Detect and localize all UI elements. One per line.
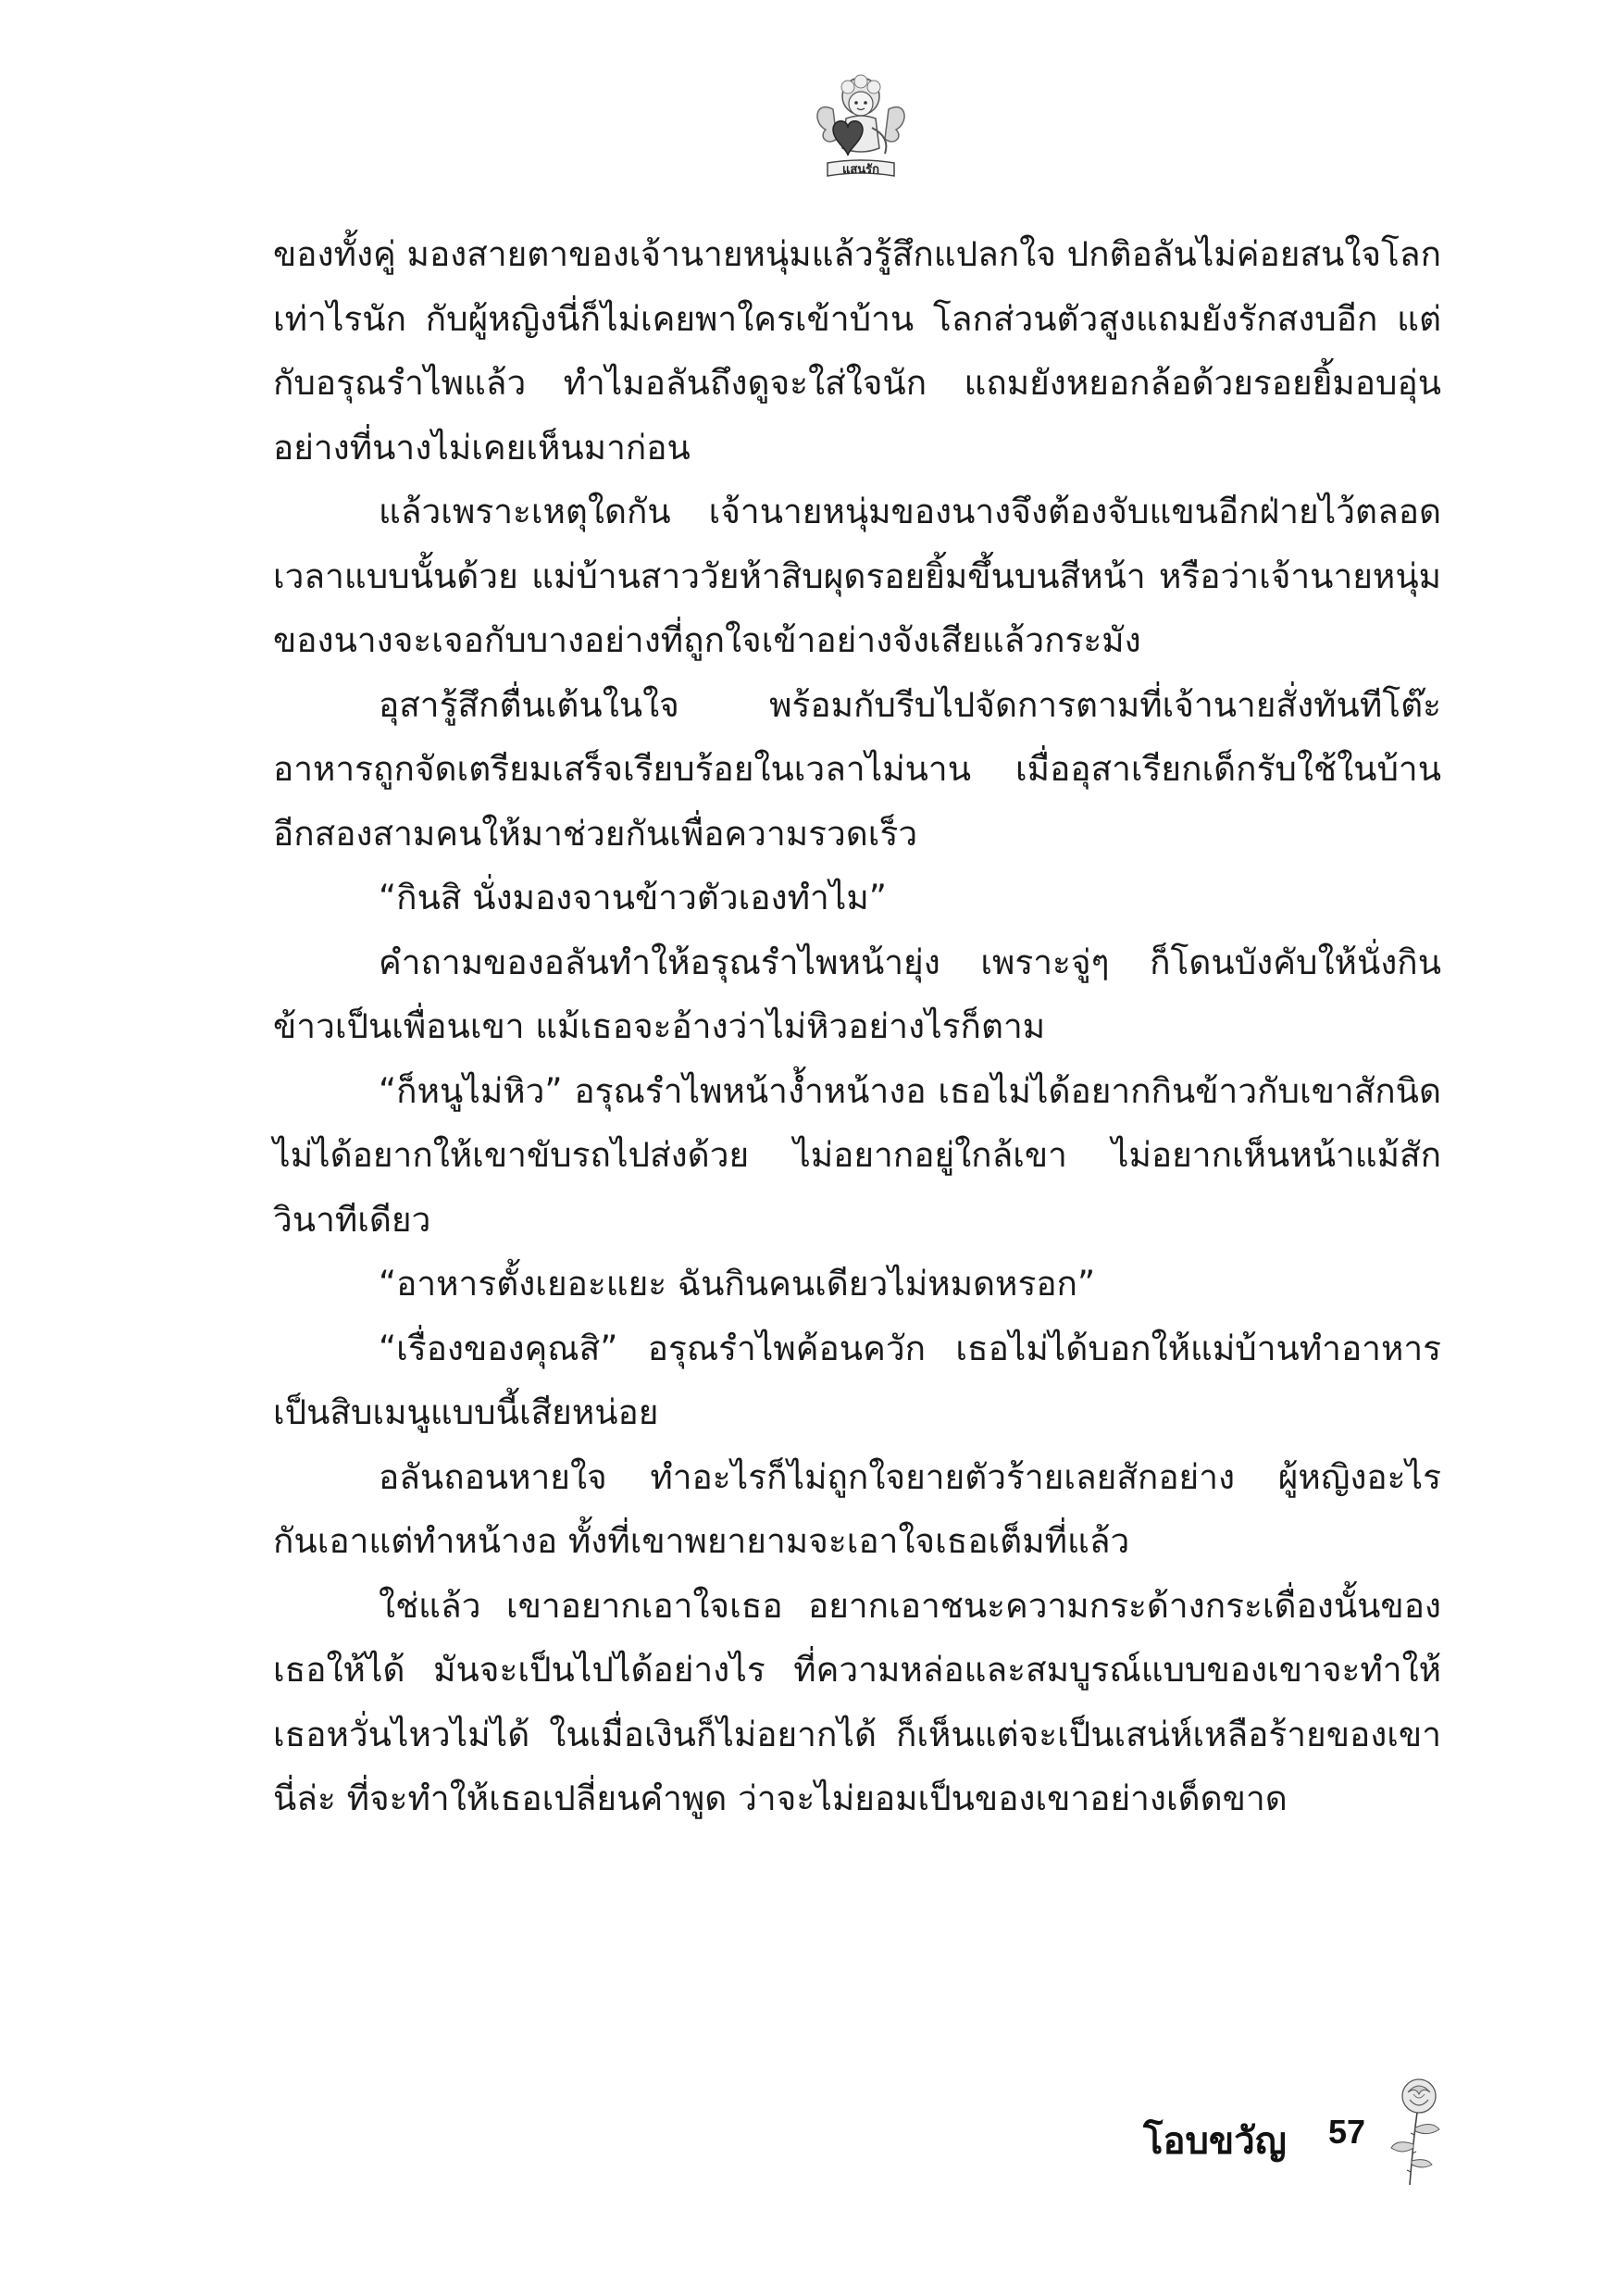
header-logo [805,72,916,181]
running-title: โอบขวัญ [1143,2120,1287,2163]
logo-text: แสนรัก [841,163,880,177]
dialogue-paragraph: “อาหารตั้งเยอะแยะ ฉันกินคนเดียวไม่หมดหรอก” [379,1264,1096,1304]
page-number: 57 [1328,2113,1366,2151]
page-footer [1143,2074,1458,2194]
paragraph: คำถามของอลันทำให้อรุณรำไพหน้ายุ่ง เพราะจู่ๆ ก็โดนบังคับให้นั่งกินข้าวเป็นเพื่อนเขา แม้เธอจะอ้างว่าไม่หิวอย่างไรก็ตาม [273,942,1441,1046]
paragraph: ใช่แล้ว เขาอยากเอาใจเธอ อยากเอาชนะความกระด้างกระเดื่องนั้นของเธอให้ได้ มันจะเป็นไปได้อย่างไร ที่ความหล่อและสมบูรณ์แบบของเขาจะทำให้เธอหวั่นไหวไม่ได้ ในเมื่อเงินก็ไม่อยากได้ ก็เห็นแต่จะเป็นเสน่ห์เหลือร้ายของเขานี่ล่ะ ที่จะทำให้เธอเปลี่ยนคำพูด ว่าจะไม่ยอมเป็นของเขาอย่างเด็ดขาด [273,1585,1441,1818]
cupid-with-heart-icon [805,72,916,181]
dialogue-paragraph: “เรื่องของคุณสิ” อรุณรำไพค้อนควัก เธอไม่ได้บอกให้แม่บ้านทำอาหารเป็นสิบเมนูแบบนี้เสียหน่อย [273,1328,1441,1432]
body-text [273,222,1441,1831]
paragraph: อุสารู้สึกตื่นเต้นในใจ พร้อมกับรีบไปจัดการตามที่เจ้านายสั่งทันทีโต๊ะอาหารถูกจัดเตรียมเสร็จเรียบร้อยในเวลาไม่นาน เมื่ออุสาเรียกเด็กรับใช้ในบ้านอีกสองสามคนให้มาช่วยกันเพื่อความรวดเร็ว [273,684,1441,854]
rose-icon [1386,2074,1450,2190]
paragraph: แล้วเพราะเหตุใดกัน เจ้านายหนุ่มของนางจึงต้องจับแขนอีกฝ่ายไว้ตลอดเวลาแบบนั้นด้วย แม่บ้านสาววัยห้าสิบผุดรอยยิ้มขึ้นบนสีหน้า หรือว่าเจ้านายหนุ่มของนางจะเจอกับบางอย่างที่ถูกใจเข้าอย่างจังเสียแล้วกระมัง [273,492,1441,660]
dialogue-paragraph: “ก็หนูไม่หิว” อรุณรำไพหน้างํ้าหน้างอ เธอไม่ได้อยากกินข้าวกับเขาสักนิด ไม่ได้อยากให้เขาขับรถไปส่งด้วย ไม่อยากอยู่ใกล้เขา ไม่อยากเห็นหน้าแม้สักวินาทีเดียว [273,1070,1441,1240]
dialogue-paragraph: “กินสิ นั่งมองจานข้าวตัวเองทำไม” [379,878,887,917]
paragraph: อลันถอนหายใจ ทำอะไรก็ไม่ถูกใจยายตัวร้ายเลยสักอย่าง ผู้หญิงอะไรกันเอาแต่ทำหน้างอ ทั้งที่เขาพยายามจะเอาใจเธอเต็มที่แล้ว [273,1456,1441,1561]
paragraph: ของทั้งคู่ มองสายตาของเจ้านายหนุ่มแล้วรู้สึกแปลกใจ ปกติอลันไม่ค่อยสนใจโลกเท่าไรนัก กับผู้หญิงนี่ก็ไม่เคยพาใครเข้าบ้าน โลกส่วนตัวสูงแถมยังรักสงบอีก แต่กับอรุณรำไพแล้ว ทำไมอลันถึงดูจะใส่ใจนัก แถมยังหยอกล้อด้วยรอยยิ้มอบอุ่นอย่างที่นางไม่เคยเห็นมาก่อน [273,234,1441,468]
